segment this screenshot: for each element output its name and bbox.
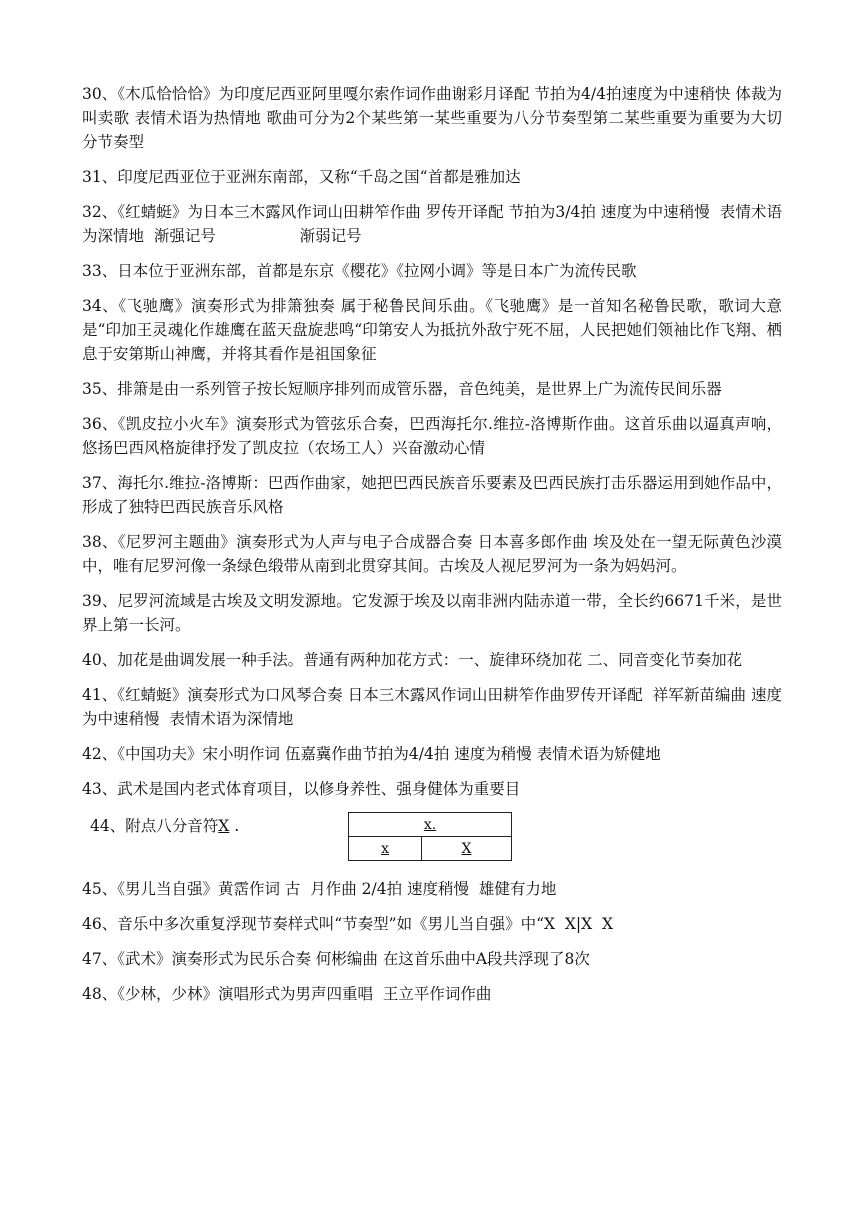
dotted-eighth-note-symbol: X (218, 817, 230, 835)
item-31: 31、印度尼西亚位于亚洲东南部，又称“千岛之国“首都是雅加达 (82, 168, 521, 186)
item-38: 38、《尼罗河主题曲》演奏形式为人声与电子合成器合奏 日本喜多郎作曲 埃及处在一望无际黄色沙漠中，唯有尼罗河像一条绿色缎带从南到北贯穿其间。古埃及人视尼罗河为一条为妈妈河。 (82, 533, 782, 575)
item-47: 47、《武术》演奏形式为民乐合奏 何彬编曲 在这首乐曲中A段共浮现了8次 (82, 950, 590, 968)
item-48: 48、《少林，少林》演唱形式为男声四重唱 王立平作词作曲 (82, 985, 492, 1003)
item-44-text: 44、附点八分音符 (90, 817, 219, 835)
note-table-bottom-right-cell: X (422, 837, 512, 861)
item-44-label (90, 814, 239, 838)
note-table-bottom-left-cell: x (349, 837, 422, 861)
item-44-suffix: . (229, 817, 240, 835)
item-46: 46、音乐中多次重复浮现节奏样式叫“节奏型”如《男儿当自强》中“X X|X X (82, 915, 614, 933)
item-33: 33、日本位于亚洲东部，首都是东京《樱花》《拉网小调》等是日本广为流传民歌 (82, 262, 637, 280)
item-42: 42、《中国功夫》宋小明作词 伍嘉冀作曲节拍为4/4拍 速度为稍慢 表情术语为矫健地 (82, 745, 661, 763)
item-45: 45、《男儿当自强》黄霑作词 古 月作曲 2/4拍 速度稍慢 雄健有力地 (82, 880, 557, 898)
item-44 (82, 812, 782, 866)
note-table-top-cell: x. (349, 813, 512, 837)
item-40: 40、加花是曲调发展一种手法。普通有两种加花方式：一、旋律环绕加花 二、同音变化节奏加花 (82, 651, 743, 669)
item-35: 35、排箫是由一系列管子按长短顺序排列而成管乐器，音色纯美，是世界上广为流传民间乐器 (82, 380, 722, 398)
item-32: 32、《红蜻蜓》为日本三木露风作词山田耕笮作曲 罗传开译配 节拍为3/4拍 速度为中速稍慢 表情术语为深情地 渐强记号 渐弱记号 (82, 203, 782, 245)
item-37: 37、海托尔.维拉-洛博斯：巴西作曲家，她把巴西民族音乐要素及巴西民族打击乐器运用到她作品中，形成了独特巴西民族音乐风格 (82, 474, 782, 516)
item-43: 43、武术是国内老式体育项目，以修身养性、强身健体为重要目 (82, 780, 521, 798)
item-34: 34、《飞驰鹰》演奏形式为排箫独奏 属于秘鲁民间乐曲。《飞驰鹰》是一首知名秘鲁民歌，歌词大意是“印加王灵魂化作雄鹰在蓝天盘旋悲鸣“印第安人为抵抗外敌宁死不屈，人民把她们领袖比作飞翔、栖息于安第斯山神鹰，并将其看作是祖国象征 (82, 297, 782, 363)
item-41: 41、《红蜻蜓》演奏形式为口风琴合奏 日本三木露风作词山田耕笮作曲罗传开译配 祥军新苗编曲 速度为中速稍慢 表情术语为深情地 (82, 686, 782, 728)
item-30: 30、《木瓜恰恰恰》为印度尼西亚阿里嘎尔索作词作曲谢彩月译配 节拍为4/4拍速度为中速稍快 体裁为叫卖歌 表情术语为热情地 歌曲可分为2个某些第一某些重要为八分节奏型第二某些重要为重要为大切分节奏型 (82, 85, 782, 151)
document-page (82, 82, 782, 1017)
rhythm-note-table (348, 812, 512, 861)
item-36: 36、《凯皮拉小火车》演奏形式为管弦乐合奏，巴西海托尔.维拉-洛博斯作曲。这首乐曲以逼真声响，悠扬巴西风格旋律抒发了凯皮拉（农场工人）兴奋激动心情 (82, 415, 782, 457)
item-39: 39、尼罗河流域是古埃及文明发源地。它发源于埃及以南非洲内陆赤道一带，全长约6671千米，是世界上第一长河。 (82, 592, 782, 634)
